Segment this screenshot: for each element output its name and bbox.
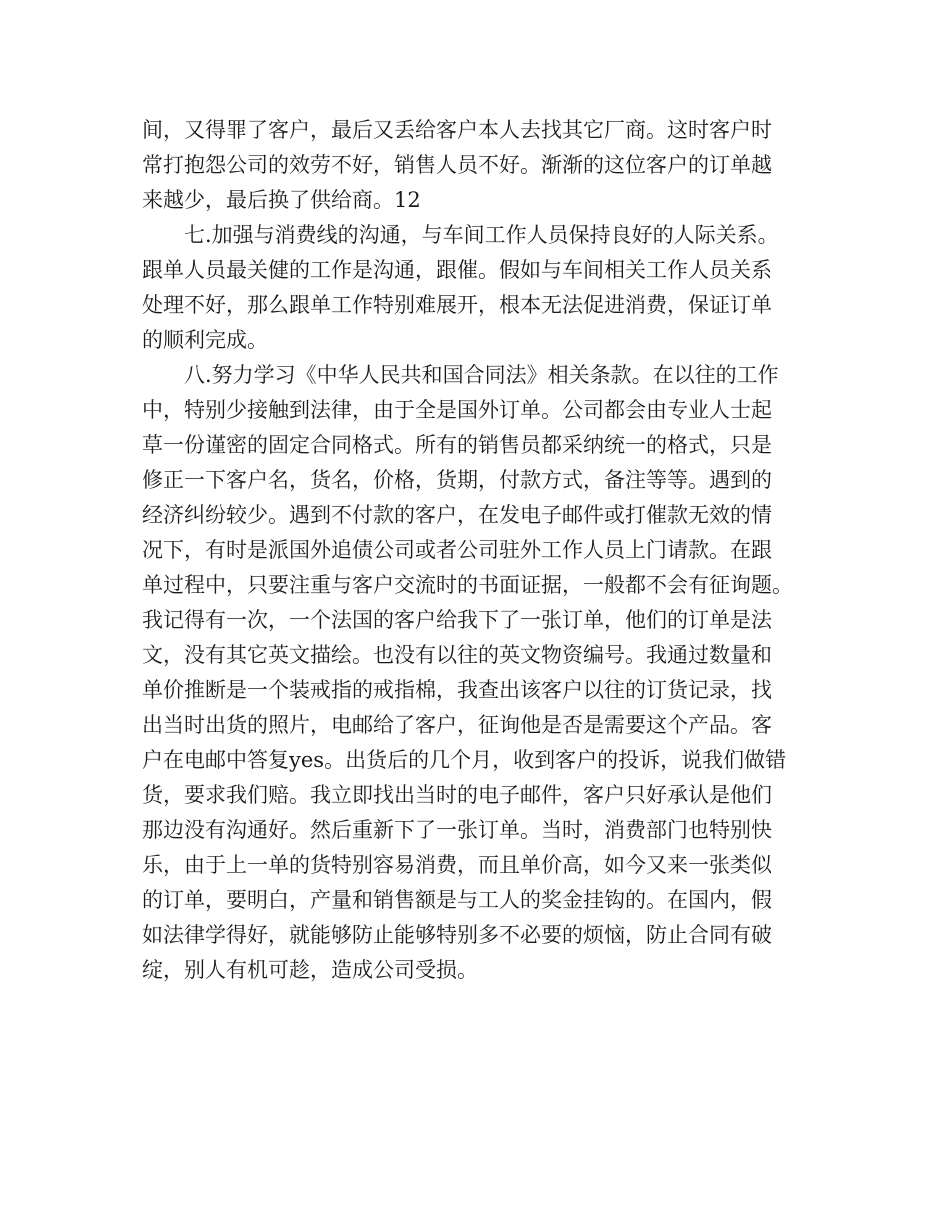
text-line: 文，没有其它英文描绘。也没有以往的英文物资编号。我通过数量和 [142,643,772,667]
text-line: 中，特别少接触到法律，由于全是国外订单。公司都会由专业人士起 [142,398,772,422]
text-line: 我记得有一次，一个法国的客户给我下了一张订单，他们的订单是法 [142,608,772,632]
text-line: 出当时出货的照片，电邮给了客户，征询他是否是需要这个产品。客 [142,713,772,737]
text-line: 草一份谨密的固定合同格式。所有的销售员都采纳统一的格式，只是 [142,433,772,457]
section-heading-7: 七.加强与消费线的沟通，与车间工作人员保持良好的人际关系。 [184,223,779,247]
text-line: 间，又得罪了客户，最后又丢给客户本人去找其它厂商。这时客户时 [142,118,772,142]
text-line: 跟单人员最关健的工作是沟通，跟催。假如与车间相关工作人员关系 [142,258,772,282]
text-line: 况下，有时是派国外追债公司或者公司驻外工作人员上门请款。在跟 [142,538,772,562]
text-line: 的订单，要明白，产量和销售额是与工人的奖金挂钩的。在国内，假 [142,888,772,912]
text-line: 绽，别人有机可趁，造成公司受损。 [142,958,478,982]
text-line: 户在电邮中答复yes。出货后的几个月，收到客户的投诉，说我们做错 [142,748,787,772]
text-line: 乐，由于上一单的货特别容易消费，而且单价高，如今又来一张类似 [142,853,772,877]
text-line: 单过程中，只要注重与客户交流时的书面证据，一般都不会有征询题。 [142,573,793,597]
text-line: 那边没有沟通好。然后重新下了一张订单。当时，消费部门也特别快 [142,818,772,842]
text-line: 处理不好，那么跟单工作特别难展开，根本无法促进消费，保证订单 [142,293,772,317]
text-line: 单价推断是一个装戒指的戒指棉，我查出该客户以往的订货记录，找 [142,678,772,702]
document-page [142,113,812,988]
text-line: 如法律学得好，就能够防止能够特别多不必要的烦恼，防止合同有破 [142,923,772,947]
text-line: 经济纠纷较少。遇到不付款的客户，在发电子邮件或打催款无效的情 [142,503,772,527]
text-line: 货，要求我们赔。我立即找出当时的电子邮件，客户只好承认是他们 [142,783,772,807]
text-line: 来越少，最后换了供给商。12 [142,188,421,212]
text-line: 常打抱怨公司的效劳不好，销售人员不好。渐渐的这位客户的订单越 [142,153,772,177]
text-line: 修正一下客户名，货名，价格，货期，付款方式，备注等等。遇到的 [142,468,772,492]
section-heading-8: 八.努力学习《中华人民共和国合同法》相关条款。在以往的工作 [184,363,779,387]
text-line: 的顺利完成。 [142,328,268,352]
